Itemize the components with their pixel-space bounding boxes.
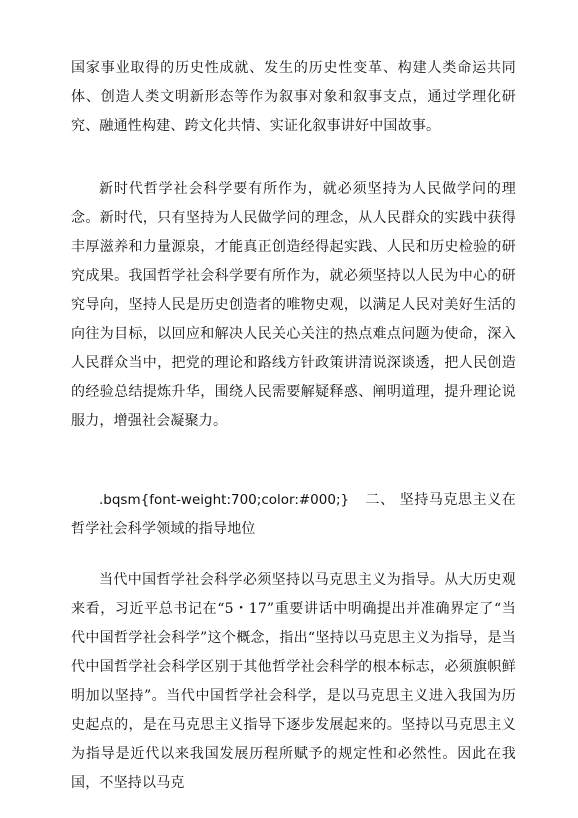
paragraph-2: 新时代哲学社会科学要有所作为，就必须坚持为人民做学问的理念。新时代，只有坚持为人民做学问的理念，从人民群众的实践中获得丰厚滋养和力量源泉，才能真正创造经得起实践、人民和历史检验的研究成果。我国哲学社会科学要有所作为，就必须坚持以人民为中心的研究导向，坚持人民是历史创造者的唯物史观，以满足人民对美好生活的向往为目标，以回应和解决人民关心关注的热点难点问题为使命，深入人民群众当中，把党的理论和路线方针政策讲清说深谈透，把人民创造的经验总结提炼升华，围绕人民需要解疑释惑、阐明道理，提升理论说服力，增强社会凝聚力。 bbox=[71, 181, 516, 429]
paragraph-3: 当代中国哲学社会科学必须坚持以马克思主义为指导。从大历史观来看，习近平总书记在“5・17”重要讲话中明确提出并准确界定了“当代中国哲学社会科学”这个概念，指出“坚持以马克思主义为指导，是当代中国哲学社会科学区别于其他哲学社会科学的根本标志，必须旗帜鲜明加以坚持”。当代中国哲学社会科学，是以马克思主义进入我国为历史起点的，是在马克思主义指导下逐步发展起来的。坚持以马克思主义为指导是近代以来我国发展历程所赋予的规定性和必然性。因此在我国，不坚持以马克 bbox=[71, 572, 516, 791]
section-heading bbox=[71, 486, 516, 544]
paragraph-1: 国家事业取得的历史性成就、发生的历史性变革、构建人类命运共同体、创造人类文明新形态等作为叙事对象和叙事支点，通过学理化研究、融通性构建、跨文化共情、实证化叙事讲好中国故事。 bbox=[71, 60, 516, 134]
leaked-css-text: .bqsm{font-weight:700;color:#000;} bbox=[99, 492, 350, 508]
section-heading-text: 二、 坚持马克思主义在哲学社会科学领域的指导地位 bbox=[71, 492, 516, 537]
